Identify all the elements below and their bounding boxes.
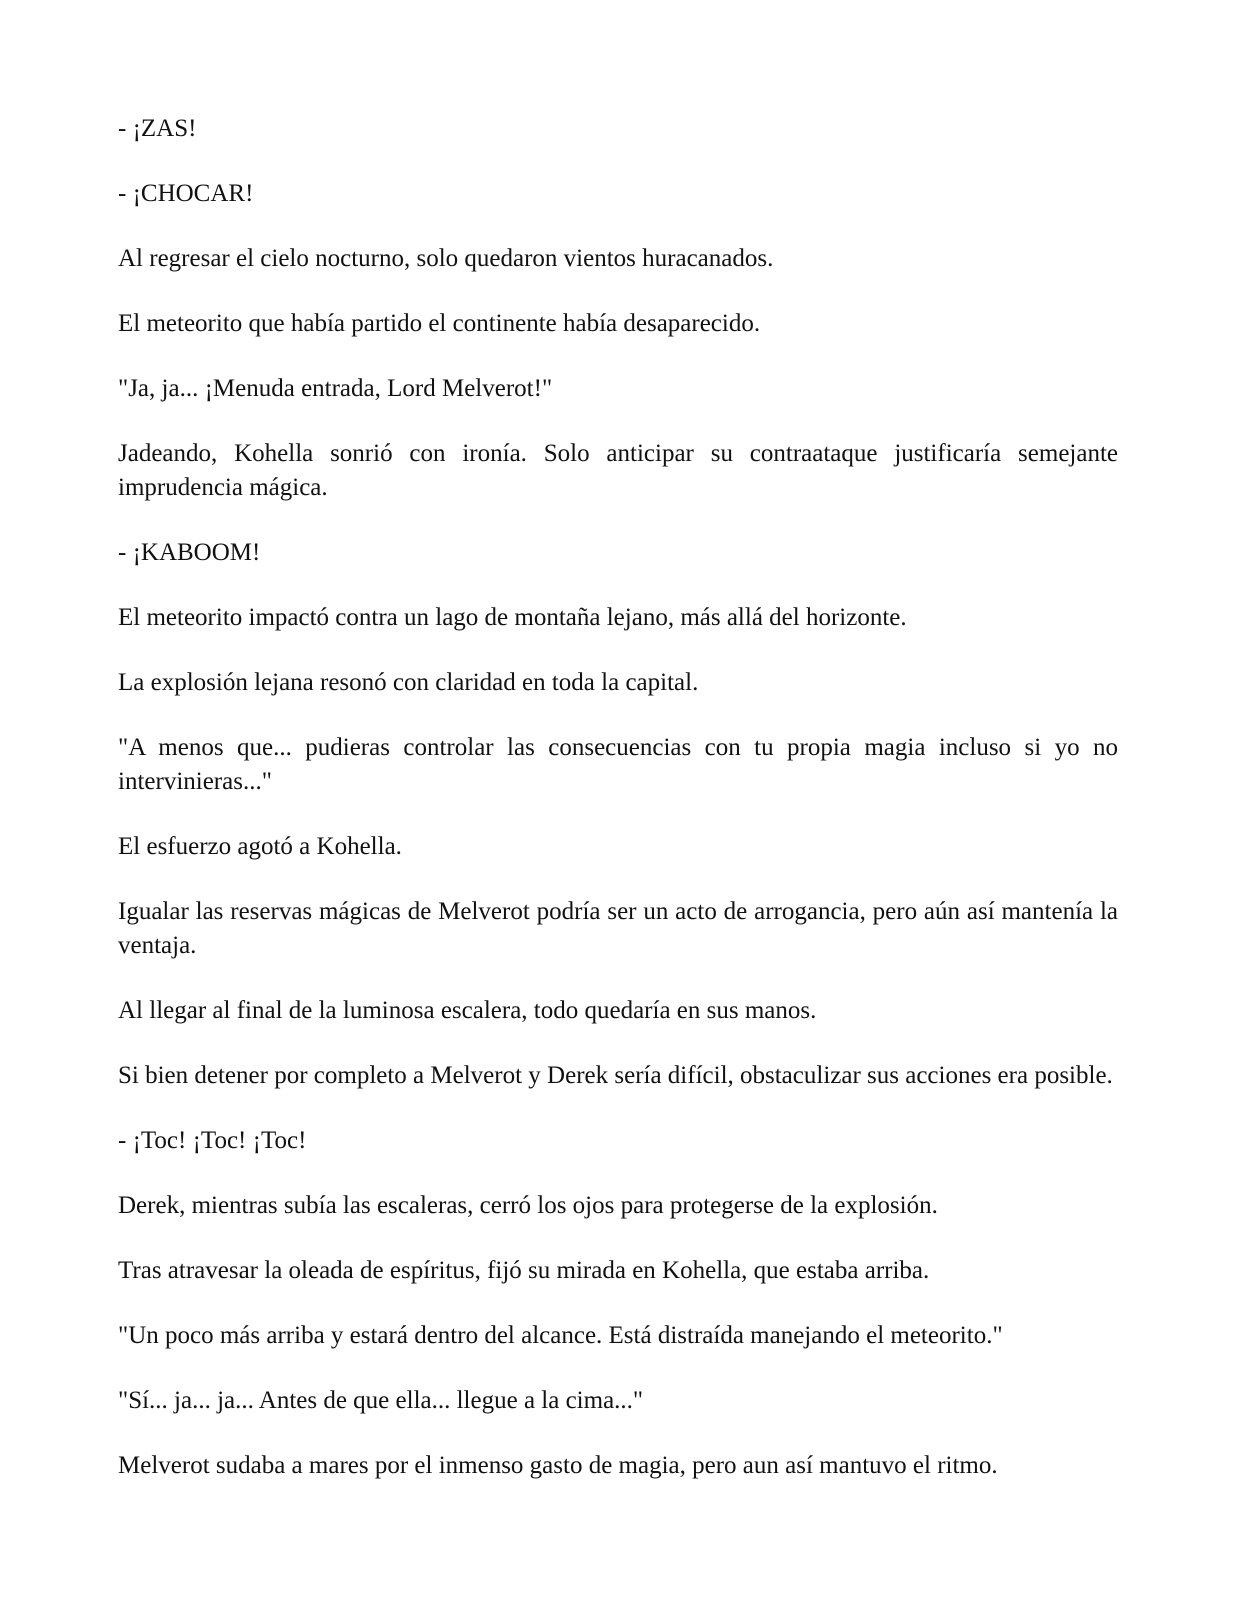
paragraph-5: "Ja, ja... ¡Menuda entrada, Lord Melverot!"	[118, 375, 553, 402]
paragraph-20: Melverot sudaba a mares por el inmenso gasto de magia, pero aun así mantuvo el ritmo.	[118, 1452, 998, 1479]
paragraph-16: Derek, mientras subía las escaleras, cerró los ojos para protegerse de la explosión.	[118, 1192, 938, 1219]
paragraph-11: El esfuerzo agotó a Kohella.	[118, 833, 402, 860]
paragraph-7: - ¡KABOOM!	[118, 539, 261, 566]
paragraph-3: Al regresar el cielo nocturno, solo quedaron vientos huracanados.	[118, 245, 774, 272]
paragraph-8: El meteorito impactó contra un lago de montaña lejano, más allá del horizonte.	[118, 604, 907, 631]
paragraph-2: - ¡CHOCAR!	[118, 180, 254, 207]
paragraph-1: - ¡ZAS!	[118, 115, 197, 142]
paragraph-13: Al llegar al final de la luminosa escalera, todo quedaría en sus manos.	[118, 997, 817, 1024]
paragraph-4: El meteorito que había partido el continente había desaparecido.	[118, 310, 761, 337]
paragraph-10: "A menos que... pudieras controlar las consecuencias con tu propia magia incluso si yo no intervinieras..."	[118, 734, 1118, 795]
paragraph-17: Tras atravesar la oleada de espíritus, fijó su mirada en Kohella, que estaba arriba.	[118, 1257, 930, 1284]
paragraph-14: Si bien detener por completo a Melverot y Derek sería difícil, obstaculizar sus acciones era posible.	[118, 1062, 1113, 1089]
document-page	[118, 112, 1118, 1514]
paragraph-18: "Un poco más arriba y estará dentro del alcance. Está distraída manejando el meteorito."	[118, 1322, 1003, 1349]
paragraph-15: - ¡Toc! ¡Toc! ¡Toc!	[118, 1127, 307, 1154]
paragraph-12: Igualar las reservas mágicas de Melverot podría ser un acto de arrogancia, pero aún así mantenía la ventaja.	[118, 898, 1118, 959]
paragraph-9: La explosión lejana resonó con claridad en toda la capital.	[118, 669, 699, 696]
paragraph-6: Jadeando, Kohella sonrió con ironía. Solo anticipar su contraataque justificaría semejante imprudencia mágica.	[118, 440, 1118, 501]
paragraph-19: "Sí... ja... ja... Antes de que ella... llegue a la cima..."	[118, 1387, 644, 1414]
